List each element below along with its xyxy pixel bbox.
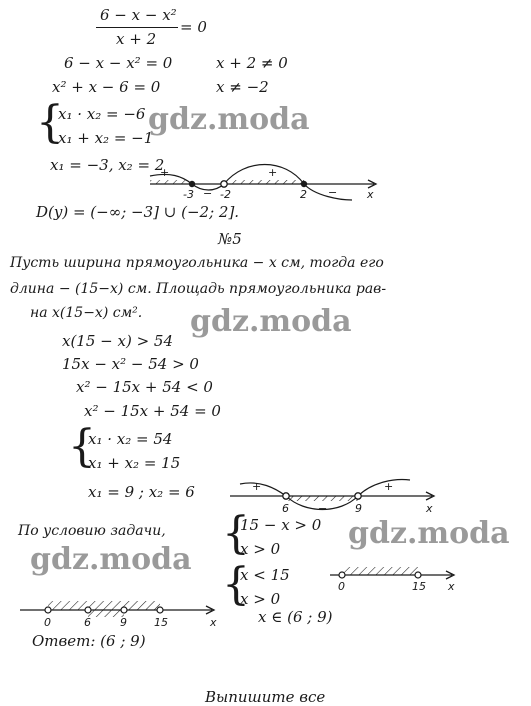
tick-6: 6 — [282, 502, 289, 515]
tick-9: 9 — [355, 502, 362, 515]
sign-plus-left-2: + — [252, 480, 262, 493]
tick-minus-2: -2 — [220, 188, 231, 201]
vieta-sum-2: x₁ + x₂ = 15 — [88, 454, 181, 472]
text-line-1: Пусть ширина прямоугольника − x см, тогда его — [10, 255, 384, 271]
vieta-product-2: x₁ · x₂ = 54 — [88, 430, 173, 448]
text-line-2: длина − (15−x) см. Площадь прямоугольника рав- — [10, 281, 387, 297]
inequality-3: x² − 15x + 54 < 0 — [76, 378, 213, 396]
tick-minus-3: -3 — [183, 188, 194, 201]
equation-numerator-zero: 6 − x − x² = 0 — [64, 54, 173, 72]
tick-9-b: 9 — [120, 616, 127, 629]
vieta-system-brace-2: { — [68, 421, 96, 472]
sign-minus-right: − — [328, 186, 338, 199]
text-line-3: на x(15−x) см². — [30, 305, 143, 321]
axis-label-x-2: x — [426, 502, 433, 515]
condition-brace-1: { — [222, 508, 250, 559]
equation-4: x² − 15x + 54 = 0 — [84, 402, 221, 420]
number-line-2 — [230, 480, 434, 515]
sign-minus-middle-2: − — [318, 502, 328, 515]
sign-plus-left: + — [160, 166, 170, 179]
condition-1b: x > 0 — [240, 540, 281, 558]
tick-0-b: 0 — [44, 616, 51, 629]
vieta-system-brace: { — [36, 97, 64, 148]
number-line-4 — [20, 601, 217, 629]
condition-2b: x > 0 — [240, 590, 281, 608]
condition-1a: 15 − x > 0 — [240, 516, 322, 534]
sign-minus-middle: − — [203, 187, 213, 200]
inequality-1: x(15 − x) > 54 — [62, 332, 174, 350]
watermark: gdz.moda — [190, 304, 352, 339]
condition-2a: x < 15 — [240, 566, 290, 584]
axis-label-x-3: x — [448, 580, 455, 593]
tick-2: 2 — [300, 188, 307, 201]
inclusion-result: x ∈ (6 ; 9) — [258, 608, 333, 626]
watermark: gdz.moda — [348, 516, 510, 551]
denominator-nonzero: x + 2 ≠ 0 — [216, 54, 288, 72]
sign-plus-middle: + — [268, 166, 278, 179]
watermark: gdz.moda — [30, 542, 192, 577]
axis-label-x-4: x — [210, 616, 217, 629]
roots: x₁ = −3, x₂ = 2 — [50, 156, 165, 174]
axis-label-x: x — [367, 188, 374, 201]
cut-off-line: Выпишите все — [205, 688, 326, 706]
inequality-2: 15x − x² − 54 > 0 — [62, 355, 199, 373]
fraction-denominator: x + 2 — [116, 30, 157, 48]
condition-brace-2: { — [222, 559, 250, 610]
domain-answer: D(y) = (−∞; −3] ∪ (−2; 2]. — [36, 203, 240, 221]
roots-2: x₁ = 9 ; x₂ = 6 — [88, 483, 195, 501]
excluded-value: x ≠ −2 — [216, 78, 269, 96]
sign-plus-right-2: + — [384, 480, 394, 493]
vieta-product: x₁ · x₂ = −6 — [58, 105, 146, 123]
vieta-sum: x₁ + x₂ = −1 — [58, 129, 154, 147]
fraction-equals: = 0 — [180, 18, 207, 36]
problem-number: №5 — [218, 230, 242, 248]
number-line-1 — [150, 165, 376, 202]
tick-15-b: 15 — [154, 616, 168, 629]
watermark: gdz.moda — [148, 102, 310, 137]
condition-text: По условию задачи, — [18, 523, 166, 539]
quadratic-equation: x² + x − 6 = 0 — [52, 78, 161, 96]
tick-6-b: 6 — [84, 616, 91, 629]
number-line-3 — [330, 567, 455, 593]
fraction-numerator: 6 − x − x² — [100, 6, 177, 24]
final-answer: Ответ: (6 ; 9) — [32, 632, 146, 650]
tick-15: 15 — [412, 580, 426, 593]
tick-0: 0 — [338, 580, 345, 593]
